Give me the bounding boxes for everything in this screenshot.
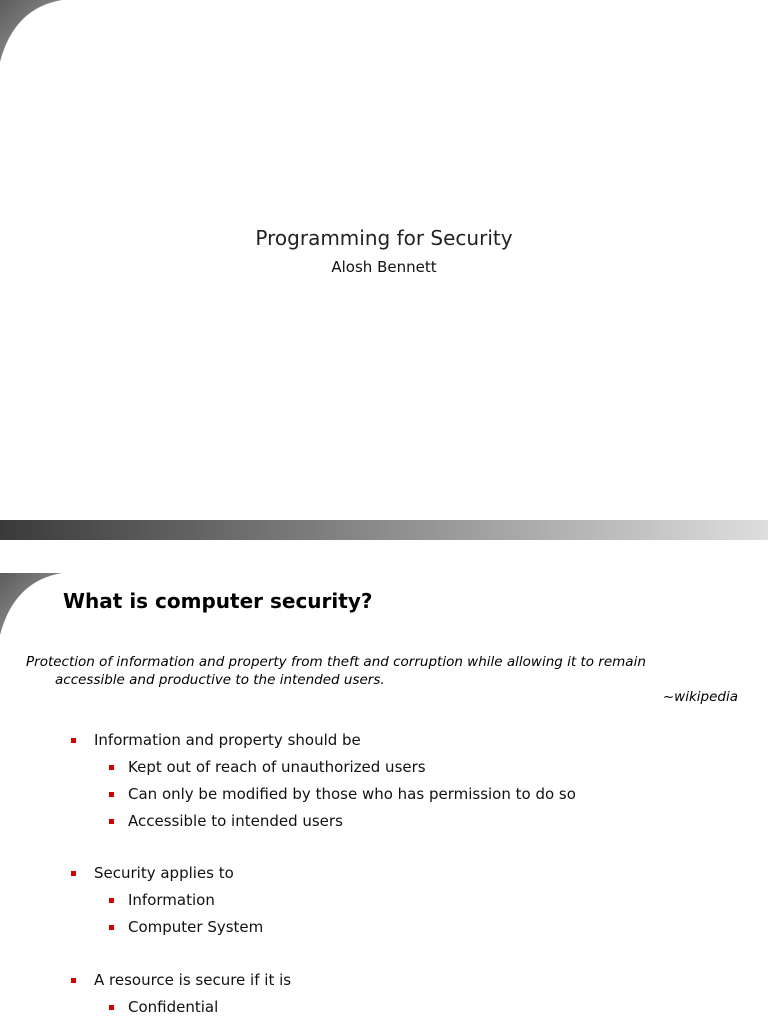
- sub-bullet-item: Kept out of reach of unauthorized users: [128, 758, 426, 776]
- bullet-marker: [71, 871, 76, 876]
- corner-swoosh-graphic: [0, 0, 70, 70]
- quote-line-1: Protection of information and property from theft and corruption while allowing it to remain: [26, 654, 646, 670]
- presentation-title: Programming for Security: [255, 226, 513, 250]
- bullet-item: A resource is secure if it is: [94, 971, 292, 989]
- slide-gap: [0, 540, 768, 573]
- bullet-marker: [71, 738, 76, 743]
- content-slide: [0, 573, 768, 1024]
- quote-line-2: accessible and productive to the intended users.: [55, 672, 385, 688]
- sub-bullet-item: Computer System: [128, 918, 264, 936]
- corner-swoosh-graphic: [0, 573, 70, 643]
- author-name: Alosh Bennett: [331, 258, 437, 276]
- bullet-marker: [109, 819, 114, 824]
- quote-source: ~wikipedia: [662, 689, 738, 705]
- bullet-marker: [71, 978, 76, 983]
- bullet-item: Security applies to: [94, 864, 234, 882]
- slide-separator-bar: [0, 520, 768, 540]
- sub-bullet-item: Can only be modified by those who has permission to do so: [128, 785, 576, 803]
- bullet-marker: [109, 765, 114, 770]
- bullet-item: Information and property should be: [94, 731, 361, 749]
- bullet-marker: [109, 792, 114, 797]
- bullet-marker: [109, 1005, 114, 1010]
- bullet-marker: [109, 925, 114, 930]
- sub-bullet-item: Information: [128, 891, 215, 909]
- slide-heading: What is computer security?: [63, 589, 373, 613]
- sub-bullet-item: Confidential: [128, 998, 219, 1016]
- definition-quote: [26, 653, 726, 689]
- sub-bullet-item: Accessible to intended users: [128, 812, 343, 830]
- bullet-marker: [109, 898, 114, 903]
